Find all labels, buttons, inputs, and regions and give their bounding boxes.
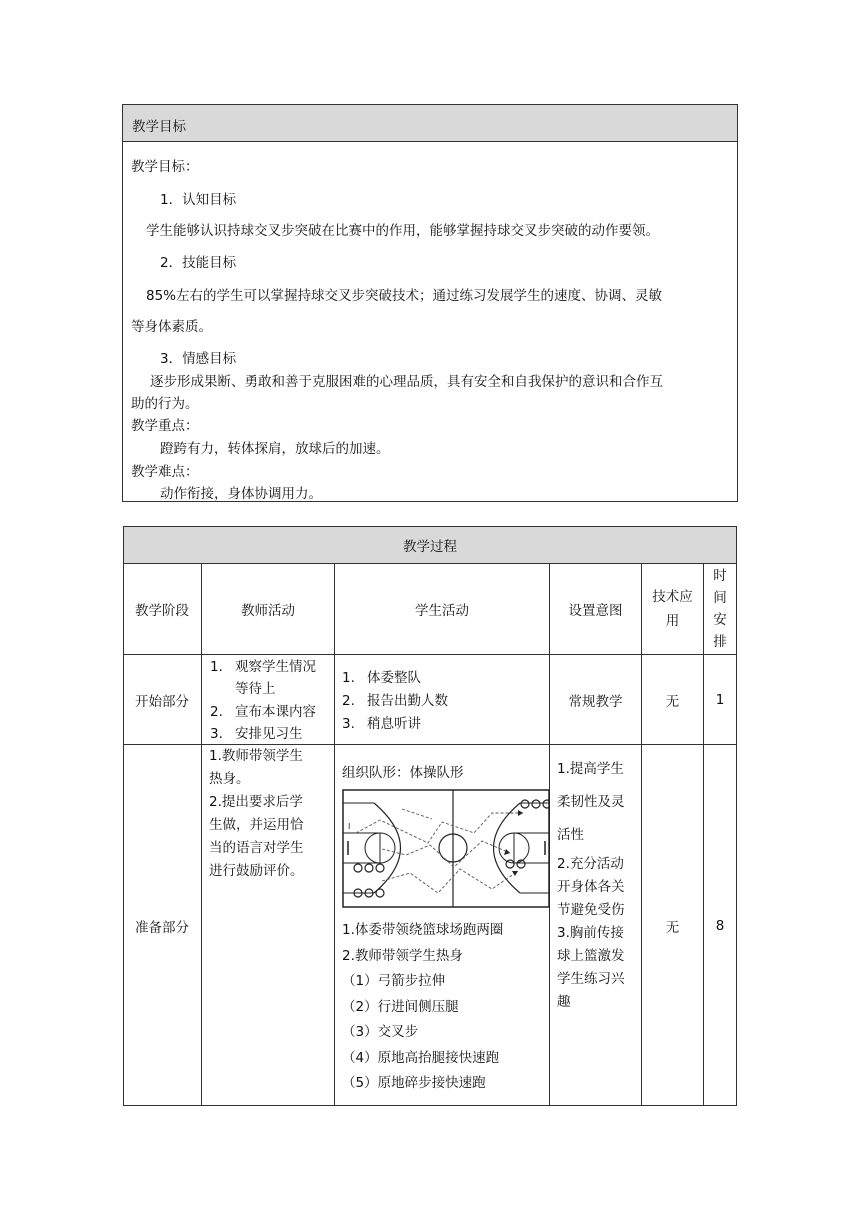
col-header-time-char: 间: [713, 590, 727, 606]
row2-tech: 无: [665, 919, 680, 936]
row2-time: 8: [715, 917, 725, 934]
row2-intent-line: 3.胸前传接: [557, 925, 624, 941]
row1-student-item: 3. 稍息听讲: [342, 716, 421, 732]
row2-student-line: （2）行进间侧压腿: [342, 998, 459, 1015]
goal3-text-line1: 逐步形成果断、勇敢和善于克服困难的心理品质，具有安全和自我保护的意识和合作互: [150, 374, 663, 390]
teaching-goals-header-text: 教学目标: [132, 119, 186, 135]
row2-intent-line: 2.充分活动: [557, 856, 624, 872]
row1-teacher-item: 2. 宣布本课内容: [210, 704, 316, 720]
key-points-label: 教学重点：: [131, 418, 199, 434]
goal1-title: 1．认知目标: [160, 192, 237, 208]
row1-student-item: 2. 报告出勤人数: [342, 693, 448, 709]
row2-teacher-line: 生做，并运用恰: [209, 817, 304, 833]
goal1-text: 学生能够认识持球交叉步突破在比赛中的作用，能够掌握持球交叉步突破的动作要领。: [146, 223, 659, 239]
goal2-text-line2: 等身体素质。: [131, 319, 212, 335]
col-header-stage: 教学阶段: [135, 603, 189, 619]
col-header-tech-line1: 技术应: [652, 589, 693, 605]
goal3-title: 3．情感目标: [160, 351, 237, 367]
row1-stage: 开始部分: [135, 693, 189, 710]
svg-text:I: I: [348, 822, 351, 831]
col-header-tech-line2: 用: [665, 613, 680, 629]
row2-student-line: （5）原地碎步接快速跑: [342, 1075, 486, 1091]
row2-teacher-line: 1.教师带领学生: [209, 748, 303, 764]
row2-student-line: 1.体委带领绕篮球场跑两圈: [342, 922, 504, 938]
col-header-teacher: 教师活动: [241, 603, 295, 619]
col-header-intent: 设置意图: [568, 603, 623, 619]
row2-teacher-line: 当的语言对学生: [209, 840, 304, 856]
col-header-tech: [642, 564, 703, 654]
row2-formation-label: 组织队形：体操队形: [342, 765, 464, 781]
goal3-text-line2: 助的行为。: [131, 396, 199, 412]
col-header-time: [704, 564, 736, 654]
key-points-text: 蹬跨有力，转体探肩，放球后的加速。: [160, 441, 390, 457]
row2-teacher-line: 进行鼓励评价。: [209, 863, 304, 879]
basketball-court-diagram: [342, 789, 550, 908]
row2-intent-line: 柔韧性及灵: [557, 794, 625, 810]
row2-intent-line: 节避免受伤: [557, 902, 625, 918]
row2-intent: [557, 758, 639, 1014]
row2-teacher-activity: [209, 745, 331, 883]
row1-tech: 无: [665, 693, 680, 710]
teaching-process-title: 教学过程: [403, 539, 457, 555]
row2-intent-line: 球上篮激发: [557, 948, 625, 964]
row1-teacher-item-cont: 等待上: [235, 681, 276, 697]
row1-teacher-item: 1. 观察学生情况: [210, 659, 316, 675]
teaching-goals-header: [123, 105, 737, 142]
row2-teacher-line: 2.提出要求后学: [209, 794, 303, 810]
row1-time: 1: [715, 691, 725, 708]
row2-intent-line: 活性: [557, 827, 584, 843]
row2-stage: 准备部分: [135, 919, 189, 936]
row2-teacher-line: 热身。: [209, 771, 250, 787]
row2-student-line: 2.教师带领学生热身: [342, 947, 463, 964]
row1-intent: 常规教学: [568, 693, 623, 710]
row2-student-line: （3）交叉步: [342, 1024, 419, 1040]
goal2-title: 2．技能目标: [160, 255, 237, 271]
row2-intent-line: 开身体各关: [557, 879, 625, 895]
row2-student-line: （4）原地高抬腿接快速跑: [342, 1049, 500, 1066]
row1-teacher-item: 3. 安排见习生: [210, 726, 303, 742]
col-header-time-char: 时: [713, 568, 727, 584]
col-header-student: 学生活动: [415, 603, 469, 619]
difficulty-label: 教学难点：: [131, 464, 199, 480]
row2-intent-line: 趣: [557, 994, 571, 1010]
goal2-text-line1: 85%左右的学生可以掌握持球交叉步突破技术；通过练习发展学生的速度、协调、灵敏: [146, 288, 663, 304]
difficulty-text: 动作衔接，身体协调用力。: [160, 486, 322, 502]
row2-student-line: （1）弓箭步拉伸: [342, 973, 446, 989]
goals-intro: 教学目标：: [131, 159, 199, 175]
row1-student-item: 1. 体委整队: [342, 670, 421, 686]
row2-student-activity: [342, 918, 503, 1097]
col-header-time-char: 安: [713, 612, 727, 628]
col-header-time-char: 排: [713, 634, 727, 650]
row2-intent-line: 学生练习兴: [557, 971, 625, 987]
row2-intent-line: 1.提高学生: [557, 761, 624, 777]
